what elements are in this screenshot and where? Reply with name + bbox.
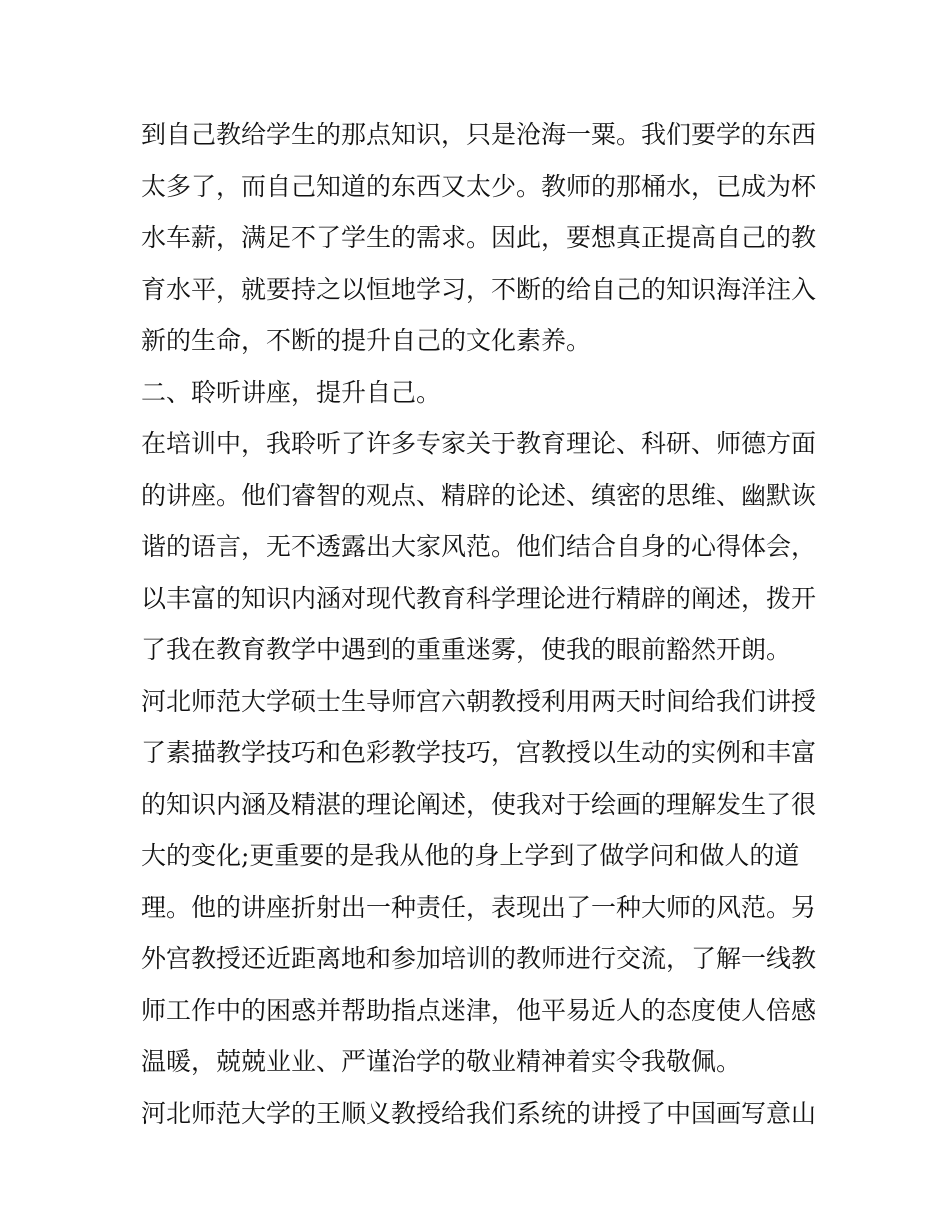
- text-line: 大的变化;更重要的是我从他的身上学到了做学问和做人的道: [141, 841, 800, 870]
- text-line: 了素描教学技巧和色彩教学技巧，宫教授以生动的实例和丰富: [141, 738, 817, 767]
- text-line: 在培训中，我聆听了许多专家关于教育理论、科研、师德方面: [141, 429, 817, 458]
- body-text: [141, 109, 821, 1139]
- text-line: 理。他的讲座折射出一种责任，表现出了一种大师的风范。另: [141, 892, 817, 922]
- text-line: 谐的语言，无不透露出大家风范。他们结合自身的心得体会，: [141, 532, 817, 561]
- text-line: 以丰富的知识内涵对现代教育科学理论进行精辟的阐述，拨开: [141, 583, 817, 613]
- text-line: 育水平，就要持之以恒地学习，不断的给自己的知识海洋注入: [141, 274, 817, 304]
- text-line: 水车薪，满足不了学生的需求。因此，要想真正提高自己的教: [141, 223, 817, 252]
- text-line: 师工作中的困惑并帮助指点迷津，他平易近人的态度使人倍感: [141, 995, 817, 1025]
- text-line: 新的生命，不断的提升自己的文化素养。: [141, 326, 592, 355]
- text-line: 河北师范大学硕士生导师宫六朝教授利用两天时间给我们讲授: [141, 686, 817, 716]
- text-line: 的知识内涵及精湛的理论阐述，使我对于绘画的理解发生了很: [141, 789, 817, 819]
- text-line: 太多了，而自己知道的东西又太少。教师的那桶水，已成为杯: [141, 171, 817, 201]
- text-line: 温暖，兢兢业业、严谨治学的敬业精神着实令我敬佩。: [141, 1047, 742, 1076]
- text-line: 河北师范大学的王顺义教授给我们系统的讲授了中国画写意山: [141, 1098, 817, 1128]
- text-line: 的讲座。他们睿智的观点、精辟的论述、缜密的思维、幽默诙: [141, 480, 817, 510]
- section-heading: 二、聆听讲座，提升自己。: [141, 377, 442, 407]
- text-line: 到自己教给学生的那点知识，只是沧海一粟。我们要学的东西: [141, 120, 817, 149]
- text-line: 了我在教育教学中遇到的重重迷雾，使我的眼前豁然开朗。: [141, 635, 792, 664]
- text-line: 外宫教授还近距离地和参加培训的教师进行交流，了解一线教: [141, 944, 817, 973]
